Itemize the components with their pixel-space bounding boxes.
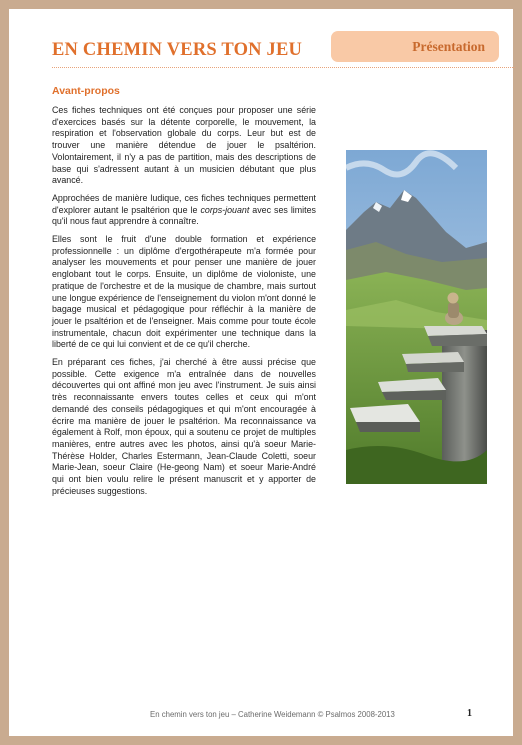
- document-title: EN CHEMIN VERS TON JEU: [52, 40, 303, 60]
- paragraph: Elles sont le fruit d'une double formation et expérience professionnelle : un diplôme d'ergothérapeute m'a formée pour analyser les mouvements et pour penser une manière de jouer englobant tout le corps. Ensuite, un diplôme de violoniste, une pratique de l'orchestre et de la musique de chambre, mais surtout une longue expérience de l'enseignement du violon m'ont donné le bagage musical et pédagogique pour réfléchir à la manière de jouer le psaltérion et de l'enseigner. Mais comme pour toute école instrumentale, chacun doit expérimenter une technique dans la liberté de ce qui lui convient et de ce qu'il cherche.: [52, 234, 316, 350]
- section-tab-label: Présentation: [412, 39, 485, 54]
- title-divider: [52, 67, 515, 68]
- section-heading: Avant-propos: [52, 85, 120, 97]
- paragraph: En préparant ces fiches, j'ai cherché à être aussi précise que possible. Cette exigence m'a entraînée dans de nouvelles découvertes qui ont affiné mon jeu avec l'instrument. Je suis ainsi très reconnaissante envers toutes celles et ceux qui m'ont demandé des conseils pédagogiques et qui m'ont encouragée à écrire ma manière de jouer le psaltérion. Ma reconnaissance va également à Rolf, mon époux, qui a soutenu ce projet de multiples manières, entre autres avec les photos, ainsi qu'à soeur Marie-Thérèse Holder, Charles Estermann, Jean-Claude Coletti, soeur Marie-Jean, soeur Claire (He-geong Nam) et soeur Marie-André qui ont bien voulu relire le présent manuscrit et y apporter de précieuses suggestions.: [52, 357, 316, 496]
- body-text: [52, 105, 316, 504]
- section-tab: [331, 31, 499, 62]
- emphasis-text: corps-jouant: [200, 204, 250, 215]
- footer-text: En chemin vers ton jeu – Catherine Weidemann © Psalmos 2008-2013: [150, 710, 395, 719]
- paragraph: Approchées de manière ludique, ces fiches techniques permettent d'explorer autant le psaltérion que le corps-jouant avec ses limites qu'il nous faut apprendre à connaître.: [52, 192, 316, 227]
- page: [9, 9, 513, 736]
- page-number: 1: [467, 708, 472, 719]
- paragraph: Ces fiches techniques ont été conçues pour proposer une série d'exercices basés sur la détente corporelle, le mouvement, la respiration et l'observation globale du corps. Leur but est de trouver une manière détendue de jouer le psaltérion. Volontairement, il n'y a pas de partition, mais des descriptions de base qui s'adressent autant à un musicien débutant que plus avancé.: [52, 105, 316, 186]
- mountain-photo: [346, 150, 487, 484]
